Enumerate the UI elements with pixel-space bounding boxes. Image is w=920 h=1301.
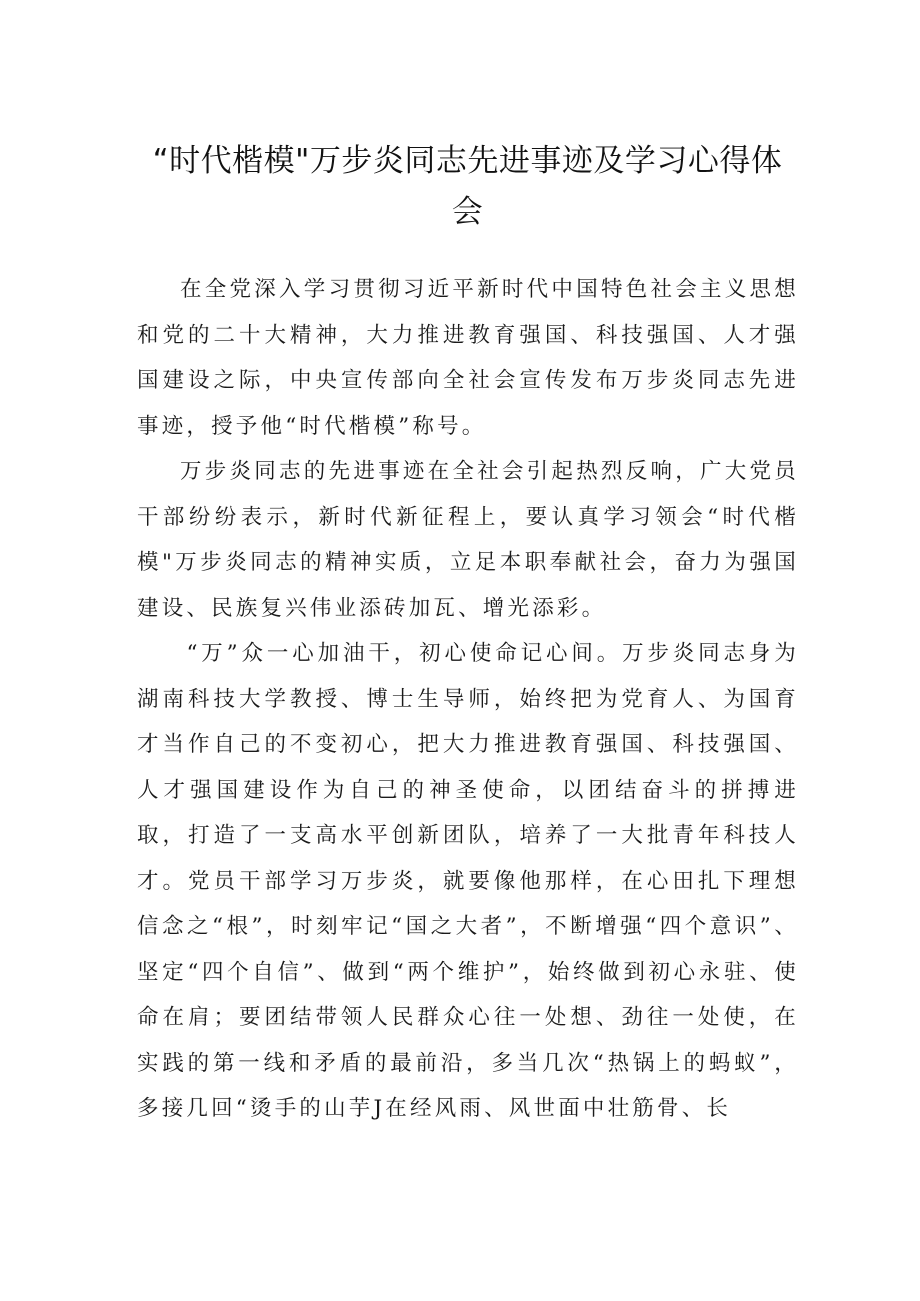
paragraph-3: “万”众一心加油干，初心使命记心间。万步炎同志身为湖南科技大学教授、博士生导师，始终把为党育人、为国育才当作自己的不变初心，把大力推进教育强国、科技强国、人才强国建设作为自己的神圣使命，以团结奋斗的拼搏进取，打造了一支高水平创新团队，培养了一大批青年科技人才。党员干部学习万步炎，就要像他那样，在心田扎下理想信念之“根”，时刻牢记“国之大者”，不断增强“四个意识”、坚定“四个自信”、做到“两个维护”，始终做到初心永驻、使命在肩；要团结带领人民群众心往一处想、劲往一处使，在实践的第一线和矛盾的最前沿，多当几次“热锅上的蚂蚁”，多接几回“烫手的山芋J在经风雨、风世面中壮筋骨、长 [137,641,799,1121]
paragraph-1: 在全党深入学习贯彻习近平新时代中国特色社会主义思想和党的二十大精神，大力推进教育强国、科技强国、人才强国建设之际，中央宣传部向全社会宣传发布万步炎同志先进事迹，授予他“时代楷模”称号。 [137,277,799,439]
paragraph-2: 万步炎同志的先进事迹在全社会引起热烈反响，广大党员干部纷纷表示，新时代新征程上，要认真学习领会“时代楷模"万步炎同志的精神实质，立足本职奉献社会，奋力为强国建设、民族复兴伟业添砖加瓦、增光添彩。 [137,459,799,621]
document-body [137,267,799,1132]
document-title: “时代楷模"万步炎同志先进事迹及学习心得体会 [152,143,783,230]
